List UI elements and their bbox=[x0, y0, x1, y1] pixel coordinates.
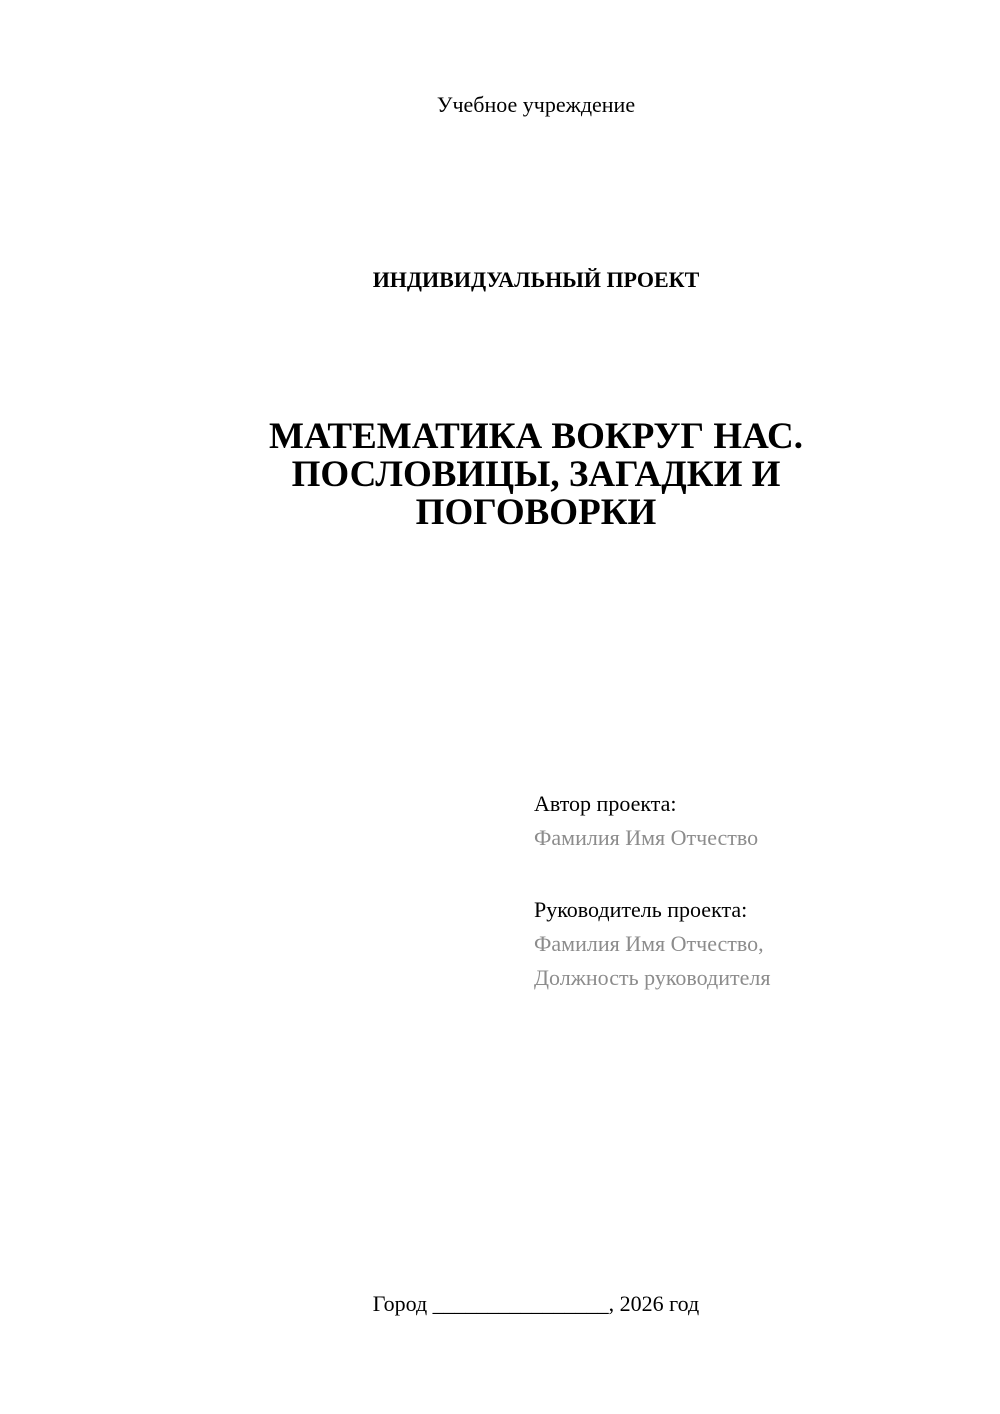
project-type-heading: ИНДИВИДУАЛЬНЫЙ ПРОЕКТ bbox=[372, 267, 700, 292]
city-year-line: Город ________________, 2026 год bbox=[372, 1291, 700, 1316]
supervisor-position: Должность руководителя bbox=[534, 965, 771, 990]
author-block bbox=[534, 787, 974, 855]
project-title bbox=[230, 418, 842, 532]
project-title-line: ПОГОВОРКИ bbox=[415, 492, 657, 533]
supervisor-block bbox=[534, 893, 974, 995]
project-title-line: ПОСЛОВИЦЫ, ЗАГАДКИ И bbox=[291, 454, 781, 495]
author-name: Фамилия Имя Отчество bbox=[534, 825, 759, 850]
project-title-line: МАТЕМАТИКА ВОКРУГ НАС. bbox=[269, 416, 803, 457]
institution-name: Учебное учреждение bbox=[436, 92, 636, 117]
supervisor-name: Фамилия Имя Отчество, bbox=[534, 931, 764, 956]
supervisor-label: Руководитель проекта: bbox=[534, 897, 748, 922]
author-label: Автор проекта: bbox=[534, 791, 677, 816]
